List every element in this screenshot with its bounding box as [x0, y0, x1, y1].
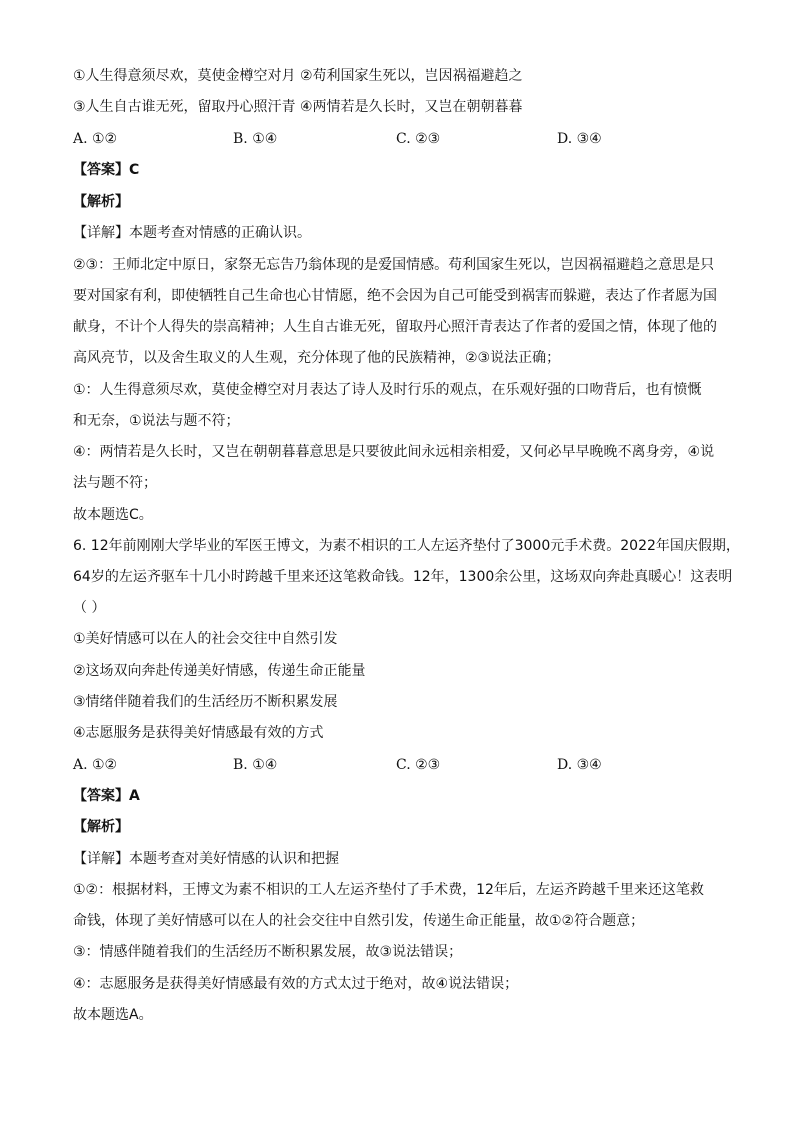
q6-option-d: D. ③④: [557, 757, 602, 773]
q6-detail: 【详解】本题考查对美好情感的认识和把握: [73, 851, 339, 867]
q6-statement: ④志愿服务是获得美好情感最有效的方式: [73, 725, 324, 741]
q5-explanation-line: 法与题不符；: [73, 475, 157, 491]
q5-analysis-label: 【解析】: [73, 194, 129, 210]
q6-stem-line: （ ）: [73, 600, 106, 616]
q5-explanation-line: ④：两情若是久长时，又岂在朝朝暮暮意思是只要彼此间永远相亲相爱，又何必早早晚晚不离身旁，④说: [73, 444, 715, 460]
q6-statement: ②这场双向奔赴传递美好情感，传递生命正能量: [73, 663, 366, 679]
q6-option-c: C. ②③: [396, 757, 441, 773]
q6-explanation-line: ①②：根据材料，王博文为素不相识的工人左运齐垫付了手术费，12年后，左运齐跨越千里来还这笔救: [73, 882, 704, 898]
q6-explanation-line: 命钱，体现了美好情感可以在人的社会交往中自然引发，传递生命正能量，故①②符合题意；: [73, 913, 645, 929]
q5-option-d: D. ③④: [557, 131, 602, 147]
q5-explanation-line: 要对国家有利，即使牺牲自己生命也心甘情愿，绝不会因为自己可能受到祸害而躲避，表达了作者愿为国: [73, 288, 717, 304]
q6-option-b: B. ①④: [233, 757, 278, 773]
q5-statements-1: ①人生得意须尽欢，莫使金樽空对月 ②苟利国家生死以，岂因祸福避趋之: [73, 68, 523, 84]
q5-option-a: A. ①②: [73, 131, 118, 147]
q5-answer: 【答案】C: [73, 162, 140, 178]
q5-explanation-line: ②③：王师北定中原日，家祭无忘告乃翁体现的是爱国情感。苟利国家生死以，岂因祸福避趋之意思是只: [73, 257, 715, 273]
q5-explanation-line: ①：人生得意须尽欢，莫使金樽空对月表达了诗人及时行乐的观点，在乐观好强的口吻背后，也有愤慨: [73, 382, 702, 398]
q6-analysis-label: 【解析】: [73, 819, 129, 835]
q6-answer: 【答案】A: [73, 788, 140, 804]
q6-stem-line: 64岁的左运齐驱车十几小时跨越千里来还这笔救命钱。12年，1300余公里，这场双向奔赴真暖心！这表明: [73, 569, 733, 585]
q5-explanation-line: 高风亮节，以及舍生取义的人生观，充分体现了他的民族精神，②③说法正确；: [73, 350, 561, 366]
q6-explanation-line: ④：志愿服务是获得美好情感最有效的方式太过于绝对，故④说法错误；: [73, 976, 519, 992]
q6-conclusion: 故本题选A。: [73, 1007, 153, 1023]
q5-option-c: C. ②③: [396, 131, 441, 147]
q5-statements-2: ③人生自古谁无死，留取丹心照汗青 ④两情若是久长时，又岂在朝朝暮暮: [73, 99, 523, 115]
q6-explanation-line: ③：情感伴随着我们的生活经历不断积累发展，故③说法错误；: [73, 944, 463, 960]
q5-detail: 【详解】本题考查对情感的正确认识。: [73, 225, 311, 241]
q5-conclusion: 故本题选C。: [73, 507, 153, 523]
q6-statement: ③情绪伴随着我们的生活经历不断积累发展: [73, 694, 338, 710]
q6-statement: ①美好情感可以在人的社会交往中自然引发: [73, 631, 338, 647]
q5-explanation-line: 和无奈，①说法与题不符；: [73, 413, 240, 429]
q5-explanation-line: 献身，不计个人得失的崇高精神；人生自古谁无死，留取丹心照汗青表达了作者的爱国之情，体现了他的: [73, 319, 717, 335]
q6-option-a: A. ①②: [73, 757, 118, 773]
q5-option-b: B. ①④: [233, 131, 278, 147]
q6-stem-line: 6. 12年前刚刚大学毕业的军医王博文，为素不相识的工人左运齐垫付了3000元手术费。2022年国庆假期，: [73, 538, 740, 554]
